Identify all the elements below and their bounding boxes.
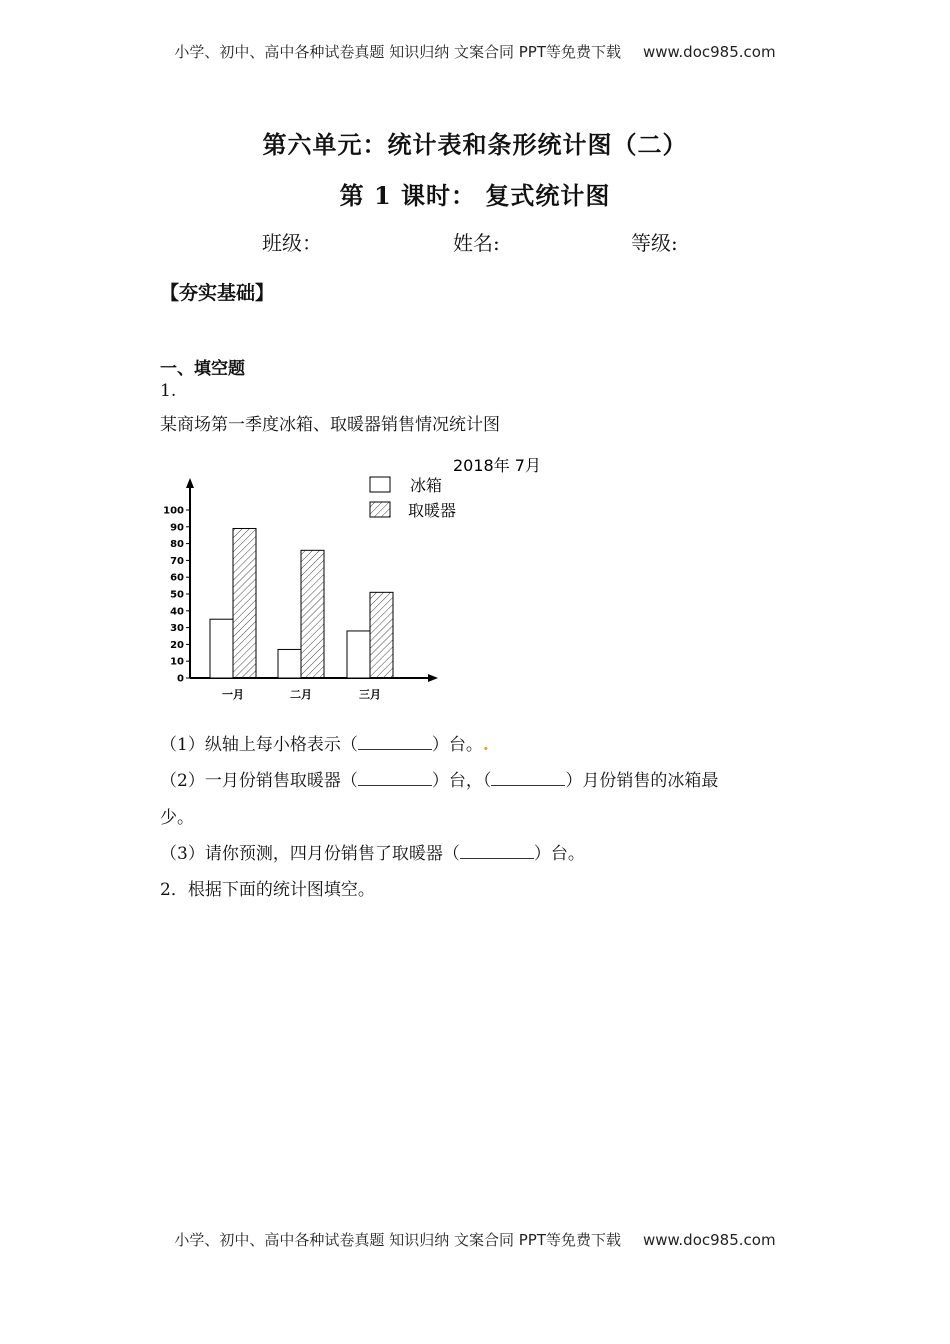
y-tick-label: 90 bbox=[170, 522, 184, 534]
question-1-1: （1）纵轴上每小格表示（ ）台。. bbox=[160, 735, 489, 755]
bar-fridge bbox=[210, 619, 233, 678]
y-tick-label: 20 bbox=[170, 639, 184, 651]
question-1-3: （3）请你预测，四月份销售了取暖器（ ）台。 bbox=[160, 844, 585, 864]
question-2: 2．根据下面的统计图填空。 bbox=[160, 880, 375, 900]
name-label: 姓名: bbox=[453, 231, 500, 255]
bar-heater bbox=[301, 550, 324, 678]
question-number-1: 1. bbox=[160, 381, 177, 401]
unit-title: 第六单元：统计表和条形统计图（二） bbox=[262, 130, 688, 159]
bar-chart bbox=[160, 448, 580, 710]
orange-dot: . bbox=[482, 735, 489, 755]
class-label: 班级： bbox=[262, 231, 322, 255]
question-1-2: （2）一月份销售取暖器（ ）台，（ ）月份销售的冰箱最 bbox=[160, 771, 719, 791]
chart-title: 2018年 7月 bbox=[453, 456, 541, 475]
y-tick-label: 60 bbox=[170, 572, 184, 584]
x-tick-label: 二月 bbox=[290, 688, 312, 701]
answer-blank-3[interactable] bbox=[491, 771, 565, 786]
bar-fridge bbox=[278, 649, 301, 678]
bar-heater bbox=[370, 592, 393, 678]
footer-url[interactable]: www.doc985.com bbox=[642, 1231, 776, 1249]
bar-heater bbox=[233, 528, 256, 678]
chart-caption: 某商场第一季度冰箱、取暖器销售情况统计图 bbox=[160, 415, 500, 435]
footer-text: 小学、初中、高中各种试卷真题 知识归纳 文案合同 PPT等免费下载 bbox=[174, 1231, 621, 1249]
header-text: 小学、初中、高中各种试卷真题 知识归纳 文案合同 PPT等免费下载 bbox=[174, 43, 621, 61]
y-tick-label: 70 bbox=[170, 555, 184, 567]
grade-label: 等级: bbox=[631, 231, 678, 255]
header-url[interactable]: www.doc985.com bbox=[642, 43, 776, 61]
legend-label-heater: 取暖器 bbox=[408, 501, 457, 520]
legend-label-fridge: 冰箱 bbox=[410, 476, 443, 495]
legend-swatch-fridge bbox=[370, 477, 390, 492]
answer-blank-2[interactable] bbox=[358, 771, 432, 786]
x-axis-arrow bbox=[428, 674, 438, 682]
y-tick-label: 40 bbox=[170, 606, 184, 618]
footer-banner bbox=[0, 1229, 950, 1250]
answer-blank-4[interactable] bbox=[460, 844, 534, 859]
part-heading: 一、填空题 bbox=[160, 359, 245, 379]
y-tick-label: 100 bbox=[163, 505, 184, 517]
header-banner bbox=[0, 41, 950, 62]
y-tick-label: 30 bbox=[170, 623, 184, 635]
x-tick-label: 一月 bbox=[222, 688, 244, 701]
y-tick-label: 10 bbox=[170, 656, 184, 668]
section-heading: 【夯实基础】 bbox=[160, 282, 275, 304]
legend-swatch-heater bbox=[370, 502, 390, 517]
y-tick-label: 0 bbox=[177, 673, 184, 685]
bar-fridge bbox=[347, 631, 370, 678]
lesson-title: 第 1 课时： 复式统计图 bbox=[339, 181, 611, 210]
y-tick-label: 80 bbox=[170, 539, 184, 551]
question-1-2-continued: 少。 bbox=[160, 808, 194, 828]
answer-blank-1[interactable] bbox=[358, 735, 432, 750]
y-tick-label: 50 bbox=[170, 589, 184, 601]
x-tick-label: 三月 bbox=[359, 688, 381, 701]
y-axis-arrow bbox=[186, 478, 194, 488]
